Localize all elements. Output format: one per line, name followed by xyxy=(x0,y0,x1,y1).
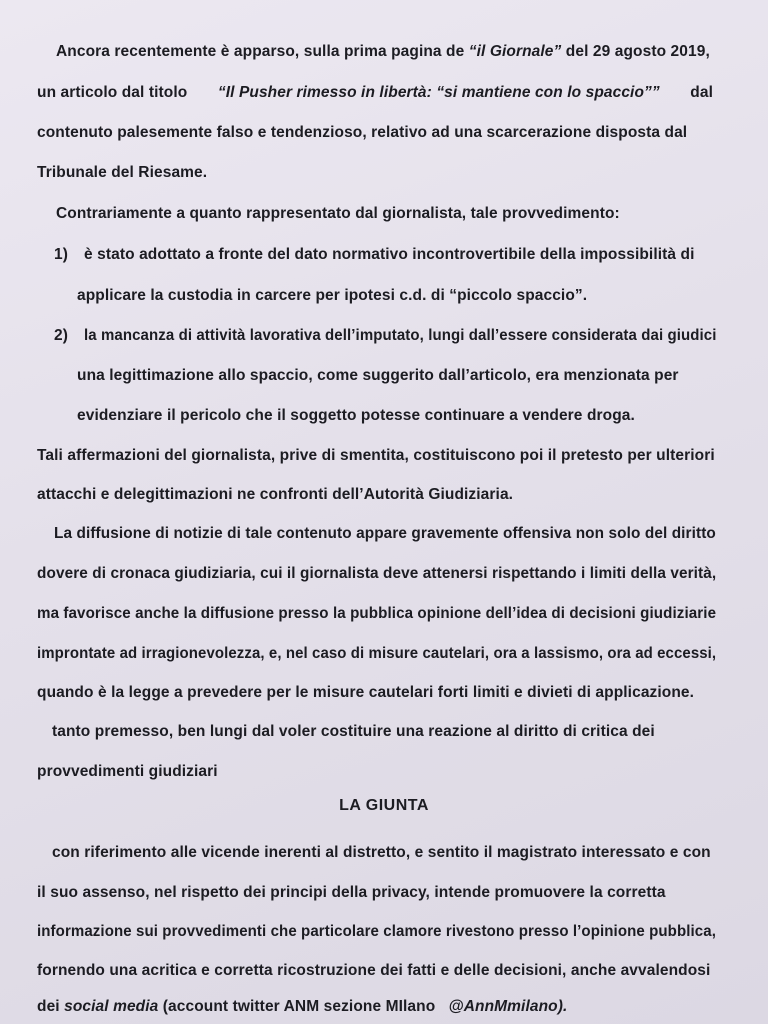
paragraph-3-line-1: Tali affermazioni del giornalista, prive di smentita, costituiscono poi il pretesto per ulteriori xyxy=(37,447,715,464)
twitter-handle: @AnnMmilano). xyxy=(448,998,568,1015)
paragraph-4-line-3: ma favorisce anche la diffusione presso la pubblica opinione dell’idea di decisioni giudiziarie xyxy=(37,605,717,622)
section-heading: LA GIUNTA xyxy=(339,797,429,814)
paragraph-1-line-4: Tribunale del Riesame. xyxy=(37,164,208,181)
text-segment: dal xyxy=(690,84,713,101)
social-media-term: social media xyxy=(64,998,159,1015)
list-item-1-line-2: applicare la custodia in carcere per ipotesi c.d. di “piccolo spaccio”. xyxy=(77,287,588,304)
paragraph-4-line-4: improntate ad irragionevolezza, e, nel caso di misure cautelari, ora a lassismo, ora ad eccessi, xyxy=(37,645,717,662)
paragraph-4-line-1: La diffusione di notizie di tale contenuto appare gravemente offensiva non solo del diritto xyxy=(54,525,716,542)
list-item-2-line-1: la mancanza di attività lavorativa dell’imputato, lungi dall’essere considerata dai giudici xyxy=(84,327,717,344)
paragraph-4-line-5: quando è la legge a prevedere per le misure cautelari forti limiti e divieti di applicazione. xyxy=(37,684,695,701)
paragraph-1-line-1 xyxy=(56,42,716,62)
article-title: “Il Pusher rimesso in libertà: “si mantiene con lo spaccio”” xyxy=(217,84,660,101)
paragraph-1-line-3: contenuto palesemente falso e tendenzioso, relativo ad una scarcerazione disposta dal xyxy=(37,124,688,141)
paragraph-5-line-2: provvedimenti giudiziari xyxy=(37,763,218,780)
paragraph-6-line-3: informazione sui provvedimenti che particolare clamore rivestono presso l’opinione pubblica, xyxy=(37,923,716,940)
list-item-2-line-2: una legittimazione allo spaccio, come suggerito dall’articolo, era menzionata per xyxy=(77,367,679,384)
paragraph-4-line-2: dovere di cronaca giudiziaria, cui il giornalista deve attenersi rispettando i limiti della verità, xyxy=(37,565,717,582)
paragraph-6-line-1: con riferimento alle vicende inerenti al distretto, e sentito il magistrato interessato e con xyxy=(52,844,711,861)
paragraph-2-intro: Contrariamente a quanto rappresentato dal giornalista, tale provvedimento: xyxy=(56,205,620,222)
list-item-1-line-1: è stato adottato a fronte del dato normativo incontrovertibile della impossibilità di xyxy=(84,246,695,263)
list-item-2-number: 2) xyxy=(54,327,68,344)
list-item-1-number: 1) xyxy=(54,246,68,263)
text-segment: del 29 agosto 2019, xyxy=(565,43,710,60)
paragraph-5-line-1: tanto premesso, ben lungi dal voler costituire una reazione al diritto di critica dei xyxy=(52,723,655,740)
text-segment: dei xyxy=(37,998,60,1015)
text-segment: (account twitter ANM sezione MIlano xyxy=(162,998,436,1015)
text-segment: Ancora recentemente è apparso, sulla prima pagina de xyxy=(56,43,465,60)
text-segment: un articolo dal titolo xyxy=(37,84,188,101)
paragraph-6-line-4: fornendo una acritica e corretta ricostruzione dei fatti e delle decisioni, anche avvalendosi xyxy=(37,962,711,979)
paragraph-6-line-2: il suo assenso, nel rispetto dei principi della privacy, intende promuovere la corretta xyxy=(37,884,666,901)
list-item-2-line-3: evidenziare il pericolo che il soggetto potesse continuare a vendere droga. xyxy=(77,407,635,424)
paragraph-3-line-2: attacchi e delegittimazioni ne confronti dell’Autorità Giudiziaria. xyxy=(37,486,514,503)
paragraph-1-line-2 xyxy=(37,83,713,103)
paragraph-6-line-5 xyxy=(37,997,567,1017)
newspaper-name: “il Giornale” xyxy=(468,43,562,60)
